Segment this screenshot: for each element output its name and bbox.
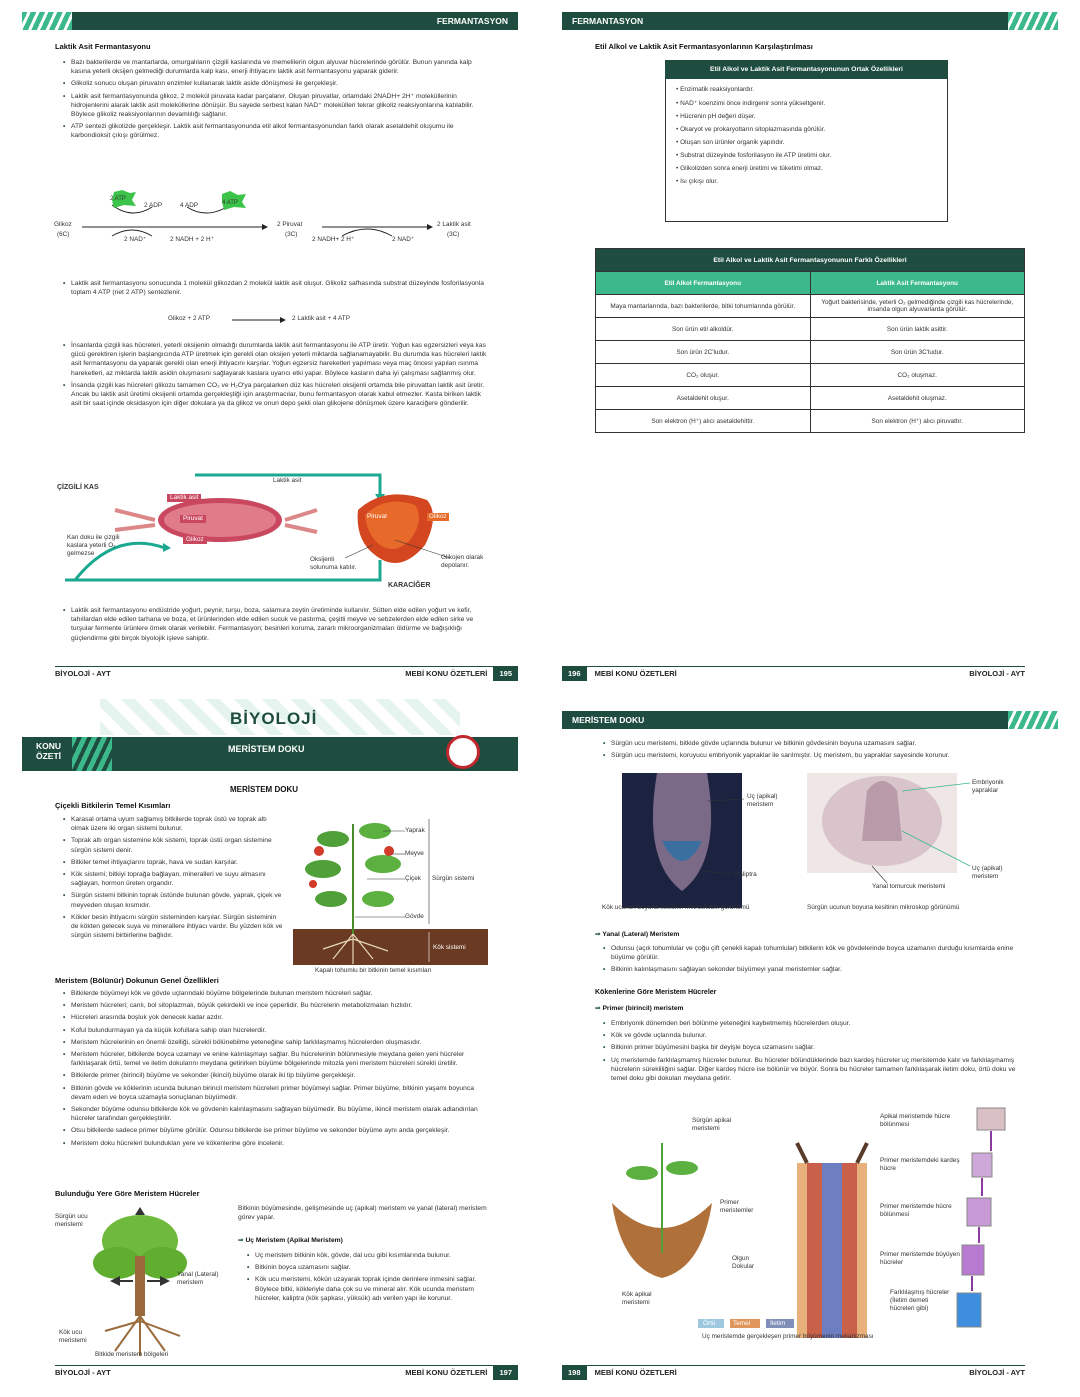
label-surgun: Sürgün sistemi bbox=[432, 875, 475, 882]
label-stage-3: Primer meristemde hücre bölünmesi bbox=[880, 1203, 952, 1218]
bullet-list-2 bbox=[602, 944, 1028, 978]
page-header: FERMANTASYON bbox=[72, 12, 518, 30]
bullet: • Odunsu (açık tohumlular ve çoğu çift çenekli kapalı tohumlular) bitkilerin kök ve gövdelerinde boyca uzamanın durduğu kısımlarda enine büyüme görülür. bbox=[602, 944, 1028, 962]
primary-growth-figure bbox=[602, 1103, 1032, 1343]
label-kaliptra: Kaliptra bbox=[735, 871, 757, 878]
bullet: • İnsanlarda çizgili kas hücreleri, yeterli oksijenin olmadığı durumlarda laktik asit fermantasyonu ile ATP üretir. Yoğun kas egzersizleri veya kas gücü gerektiren işlerin başlangıcında ATP üretmek için gerekli olan oksijen yeterli miktarda sağlanamayabilir. Bu durumda kas hücreleri laktik asit fermantasyonu da yaparak gerekli olan enerji ihtiyacını karşılar. Yoğun egzersiz hareketleri yapılması veya maç öncesi yapılan ısınma hareketleri, az miktarda laktik asidin oluşmasını sağlayarak kaslara uyarıcı etki yapar. Böylece kasların daha iyi çalışması sağlanmış olur. bbox=[62, 341, 488, 378]
bullet: • Bitkinin primer büyümesini başka bir deyişle boyca uzamasını sağlar. bbox=[602, 1043, 1028, 1052]
label-cicek: Çiçek bbox=[405, 875, 421, 882]
bullet: • Meristem hücreleri; canlı, bol sitoplazmalı, büyük çekirdekli ve ince çeperlidir. Bu hücrelerin metabolizmaları hızlıdır. bbox=[62, 1001, 488, 1010]
section-title: Meristem (Bölünür) Dokunun Genel Özellikleri bbox=[55, 976, 219, 985]
page-198 bbox=[540, 699, 1080, 1397]
legend-temel: Temel bbox=[733, 1320, 751, 1327]
bullet: • Bazı bakterilerde ve mantarlarda, omurgalıların çizgili kaslarında ve memelilerin olgun alyuvar hücrelerinde görülür. Bunun yanında kalp kasına yeterli oksijen gelmediği durumlarda kalp kası, enerji ihtiyacını laktik asit fermantasyonu yaparak giderir. bbox=[62, 58, 488, 76]
bullet: • Bitkinin kalınlaşmasını sağlayan sekonder büyümeyi yanal meristemler sağlar. bbox=[602, 965, 1028, 974]
micrograph-images bbox=[602, 771, 1032, 921]
label-embriyonik: Embriyonik yapraklar bbox=[972, 779, 1004, 794]
legend-iletim: İletim bbox=[770, 1320, 786, 1327]
label-uc-meristem-2: Uç (apikal) meristem bbox=[972, 865, 1003, 880]
common-features-title: Etil Alkol ve Laktik Asit Fermantasyonunun Ortak Özellikleri bbox=[665, 60, 948, 79]
page-header: MERİSTEM DOKU bbox=[562, 711, 1008, 729]
equation-right: 2 Laktik asit + 4 ATP bbox=[292, 315, 350, 322]
growth-illustration bbox=[602, 1103, 1032, 1343]
label-surgun-ucu: Sürgün ucu meristemi bbox=[55, 1213, 88, 1228]
header-stripe bbox=[1008, 711, 1058, 729]
page-footer bbox=[562, 666, 1025, 680]
footer-series: MEBİ KONU ÖZETLERİ bbox=[405, 1368, 488, 1377]
glikoz-label: Glikoz bbox=[54, 221, 72, 228]
page-number: 195 bbox=[493, 667, 518, 681]
label-stage-5: Farklılaşmış hücreler (İletim demeti hücreleri gibi) bbox=[890, 1289, 950, 1312]
table-row bbox=[596, 410, 1025, 433]
bullet: • Sekonder büyüme odunsu bitkilerde kök ve gövdenin kalınlaşmasını sağlayan büyümedir. Bu büyüme, ikincil meristem olarak adlandırılan hücreler tarafından gerçekleştirilir. bbox=[62, 1105, 488, 1123]
bullet: • Uç meristemde farklılaşmamış hücreler bulunur. Bu hücreler bölündüklerinde bazı kardeş hücreler uç meristemde kalır ve farklılaşmamış hücrelerin sürekliliğini sağlar. Diğer kardeş hücre ise bölünür ve büyür. Sonra bu hücreler tamamen farklılaşarak iletim doku, örtü doku ve temel doku gibi dokuları meydana getirir. bbox=[602, 1056, 1028, 1084]
bullet: • Kök sistemi; bitkiyi toprağa bağlayan, mineralleri ve suyu almasını sağlayan, hormon üreten organdır. bbox=[62, 870, 284, 888]
page-header: FERMANTASYON bbox=[562, 12, 1008, 30]
bullet: • İnsanda çizgili kas hücreleri glikozu tamamen CO₂ ve H₂O'ya parçalarken düz kas hücreleri oksijenli ortamda bile piruvattan laktik asit üretir. Ancak bu laktik asit üretimi oksijenli ortamda gerçekleştiği için araştırmacılar, bunu fermantasyon olarak kabul etmezler. Kasta biriken laktik asit bir saat içinde oksidasyon için diğer dokulara ya da glikoz ve onun depo şekli olan glikojene dönüşmek üzere karaciğere gönderilir. bbox=[62, 381, 488, 409]
common-features-box bbox=[665, 60, 948, 222]
konu-label: KONU ÖZETİ bbox=[36, 741, 62, 761]
footer-series: MEBİ KONU ÖZETLERİ bbox=[594, 669, 677, 678]
page-footer bbox=[55, 1365, 518, 1379]
header-stripe bbox=[1008, 12, 1058, 30]
page-197 bbox=[0, 699, 540, 1397]
col-header: Laktik Asit Fermantasyonu bbox=[810, 272, 1025, 295]
equation-arrow bbox=[232, 316, 287, 324]
section-title: Çiçekli Bitkilerin Temel Kısımları bbox=[55, 801, 171, 810]
bullet-list bbox=[62, 815, 284, 943]
subsection-title: ⇒ Yanal (Lateral) Meristem bbox=[595, 931, 680, 938]
bullet: • Hücreleri arasında boşluk yok denecek kadar azdır. bbox=[62, 1013, 488, 1022]
table-row bbox=[596, 387, 1025, 410]
cori-cycle-figure bbox=[55, 470, 495, 595]
piruvat-label: 2 Piruvat bbox=[277, 221, 303, 228]
list-item: • Okaryot ve prokaryotların sitoplazmasında görülür. bbox=[676, 126, 826, 133]
label-uc-meristem-1: Uç (apikal) meristem bbox=[747, 793, 778, 808]
plant-caption: Kapalı tohumlu bir bitkinin temel kısımları bbox=[315, 967, 432, 974]
muscle-piruvat: Piruvat bbox=[180, 515, 206, 523]
bullet: • Laktik asit fermantasyonu sonucunda 1 molekül glikozdan 2 molekül laktik asit oluşur. Glikoliz safhasında substrat düzeyinde fosforilasyonla toplam 4 ATP (net 2 ATP) sentezlenir. bbox=[62, 279, 488, 297]
table-cell: Son ürün 3C'ludur. bbox=[810, 341, 1025, 364]
bullet: • Toprak altı organ sistemine kök sistemi, toprak üstü organ sistemine sürgün sistemi denir. bbox=[62, 836, 284, 854]
atp-4-label: 4 ATP bbox=[222, 200, 238, 206]
label-yanal-tomurcuk: Yanal tomurcuk meristemi bbox=[872, 883, 946, 890]
section-title: Laktik Asit Fermantasyonu bbox=[55, 42, 151, 51]
bullet: • Meristem hücreler, bitkilerde boyca uzamayı ve enine kalınlaşmayı sağlar. Bu hücrelerinin bölünmesiyle meydana gelen yeni hücreler farklılaşarak örtü, temel ve iletim dokularını meydana getirirken büyüme bölgelerinde mitozla yeni meristem hücreleri sürekli üretilir. bbox=[62, 1050, 488, 1068]
bullet: • Koful bulundurmayan ya da küçük kofullara sahip olan hücrelerdir. bbox=[62, 1026, 488, 1035]
table-row bbox=[596, 318, 1025, 341]
bullet-list-3 bbox=[62, 341, 488, 411]
bullet-list-2 bbox=[62, 989, 488, 1151]
subsection-title: ⇒ Primer (birincil) meristem bbox=[595, 1005, 684, 1012]
label-meyve: Meyve bbox=[405, 850, 424, 857]
footer-series: MEBİ KONU ÖZETLERİ bbox=[594, 1368, 677, 1377]
label-kok: Kök sistemi bbox=[433, 944, 466, 951]
page-number: 198 bbox=[562, 1366, 587, 1380]
differences-table bbox=[595, 248, 1025, 433]
label-kok-ucu: Kök ucu meristemi bbox=[59, 1329, 87, 1344]
bullet: • Bitkinin gövde ve köklerinin ucunda bulunan birincil meristem hücreleri primer büyümeyi sağlar. Primer büyüme, bitkinin yaşamı boyunca devam eden ve boyca uzamayla sonuçlanan büyümedir. bbox=[62, 1084, 488, 1102]
table-cell: Son ürün 2C'ludur. bbox=[596, 341, 811, 364]
lactic-reaction-diagram bbox=[52, 190, 492, 250]
list-item: • Hücrenin pH değeri düşer. bbox=[676, 113, 756, 120]
page-196 bbox=[540, 0, 1080, 698]
nad-label: 2 NAD⁺ bbox=[124, 236, 147, 243]
caption-shoot: Sürgün ucunun boyuna kesitinin mikroskop görünümü bbox=[807, 904, 960, 911]
table-cell: Son ürün laktik asittir. bbox=[810, 318, 1025, 341]
micrograph-figure bbox=[602, 771, 1032, 921]
bullet: • Sürgün ucu meristemi, koruyucu embriyonik yapraklar ile sarılmıştır. Uç meristem, bu yapraklar sayesinde korunur. bbox=[602, 751, 1028, 760]
table-cell: CO₂ oluşur. bbox=[596, 364, 811, 387]
laktik-carbon: (3C) bbox=[447, 231, 460, 238]
muscle-glikoz: Glikoz bbox=[183, 536, 207, 544]
table-row bbox=[596, 295, 1025, 318]
bullet: • Laktik asit fermantasyonunda glikoz, 2 molekül piruvata kadar parçalanır. Oluşan piruvatlar, ortamdaki 2NADH+ 2H⁺ moleküllerinin hidrojenlerini alarak laktik asit moleküllerine dönüşür. Bu sayede serbest kalan NAD⁺ molekülleri tekrar glikoliz reaksiyonlarına katılabilir. Böylece glikoliz reaksiyonlarının devamlılığı sağlanır. bbox=[62, 92, 488, 120]
bullet: • Glikoliz sonucu oluşan piruvatın enzimler kullanarak laktik aside dönüşmesi ile gerçekleşir. bbox=[62, 79, 488, 88]
table-cell: Maya mantarlarında, bazı bakterilerde, bitki tohumlarında görülür. bbox=[596, 295, 811, 318]
table-cell: Son elektron (H⁺) alıcı piruvattır. bbox=[810, 410, 1025, 433]
label-stage-1: Apikal meristemde hücre bölünmesi bbox=[880, 1113, 951, 1128]
main-title: MERİSTEM DOKU bbox=[230, 785, 298, 794]
table-cell: CO₂ oluşmaz. bbox=[810, 364, 1025, 387]
plant-figure bbox=[293, 809, 488, 977]
adp-4-label: 4 ADP bbox=[180, 202, 199, 209]
intro-paragraph: Bitkinin büyümesinde, gelişmesinde uç (apikal) meristem ve yanal (lateral) meristem görev yapar. bbox=[238, 1205, 487, 1222]
bullet-list-3 bbox=[602, 1019, 1028, 1086]
bullet-list-4 bbox=[62, 606, 488, 646]
bullet: • Kök ucu meristemi, kökün uzayarak toprak içinde derinlere inmesini sağlar. Böylece bitki, kökleriyle daha çok su ve mineral alır. Kök ucunda meristem hücreler, kaliptra (kök şapkası, yüksük) adı verilen yapı ile korunur. bbox=[246, 1275, 488, 1303]
label-yaprak: Yaprak bbox=[405, 827, 425, 834]
glikoz-carbon: (6C) bbox=[57, 231, 70, 238]
nadh-label-2: 2 NADH+ 2 H⁺ bbox=[312, 236, 355, 243]
section-title: Bulunduğu Yere Göre Meristem Hücreler bbox=[55, 1189, 200, 1198]
footer-subject: BİYOLOJİ - AYT bbox=[55, 1368, 111, 1377]
oksijenli-label: Oksijenli solunuma katılır. bbox=[310, 556, 357, 571]
list-item: • Isı çıkışı olur. bbox=[676, 178, 719, 185]
label-primer: Primer meristemler bbox=[720, 1199, 754, 1214]
bullet-list-2 bbox=[62, 279, 488, 300]
footer-subject: BİYOLOJİ - AYT bbox=[969, 669, 1025, 678]
table-cell: Asetaldehit oluşur. bbox=[596, 387, 811, 410]
label-kok-apikal: Kök apikal meristemi bbox=[622, 1291, 652, 1306]
subsection-title: ⇒ Uç Meristem (Apikal Meristem) bbox=[238, 1237, 343, 1244]
muscle-laktik: Laktik asit bbox=[167, 494, 201, 502]
bullet-list bbox=[62, 58, 488, 144]
bullet: • Meristem doku hücreleri bulundukları yere ve kökenlerine göre incelenir. bbox=[62, 1139, 488, 1148]
piruvat-carbon: (3C) bbox=[285, 231, 298, 238]
section-title: Kökenlerine Göre Meristem Hücreler bbox=[595, 989, 717, 996]
tree-figure bbox=[55, 1201, 235, 1361]
footer-subject: BİYOLOJİ - AYT bbox=[969, 1368, 1025, 1377]
adp-2-label: 2 ADP bbox=[144, 202, 163, 209]
label-stage-4: Primer meristemde büyüyen hücreler bbox=[880, 1251, 960, 1266]
kan-doku-label: Kan doku ile çizgili kaslara yeterli O₂ gelmezse bbox=[67, 534, 120, 557]
page-number: 196 bbox=[562, 667, 587, 681]
table-cell: Asetaldehit oluşmaz. bbox=[810, 387, 1025, 410]
bullet: • Bitkilerde büyümeyi kök ve gövde uçlarındaki büyüme bölgelerinde bulunan meristem hücreleri sağlar. bbox=[62, 989, 488, 998]
tree-caption: Bitkide meristem bölgeleri bbox=[95, 1351, 169, 1358]
table-row bbox=[596, 341, 1025, 364]
bullet: • Meristem hücrelerinin en önemli özelliği, sürekli bölünebilme yeteneğine sahip farklılaşmamış hücrelerden oluşmasıdır. bbox=[62, 1038, 488, 1047]
bullet: • Karasal ortama uyum sağlamış bitkilerde toprak üstü ve toprak altı olmak üzere iki organ sistemi bulunur. bbox=[62, 815, 284, 833]
bullet: • Bitkinin boyca uzamasını sağlar. bbox=[246, 1263, 488, 1272]
label-surgun-apikal: Sürgün apikal meristemi bbox=[692, 1117, 732, 1132]
bullet: • Embriyonik dönemden beri bölünme yeteneğini kaybetmemiş hücrelerden oluşur. bbox=[602, 1019, 1028, 1028]
label-govde: Gövde bbox=[405, 913, 424, 920]
banner-stripe bbox=[72, 737, 112, 771]
differences-title: Etil Alkol ve Laktik Asit Fermantasyonunun Farklı Özellikleri bbox=[596, 249, 1025, 272]
list-item: • Glikolizden sonra enerji üretimi ve tüketimi olmaz. bbox=[676, 165, 823, 172]
bullet-list bbox=[602, 739, 1028, 763]
page-number: 197 bbox=[493, 1366, 518, 1380]
table-cell: Son ürün etil alkoldür. bbox=[596, 318, 811, 341]
bullet-list-3 bbox=[246, 1251, 488, 1306]
liver-glikoz: Glikoz bbox=[429, 513, 447, 520]
karaciger-label: KARACİĞER bbox=[388, 582, 431, 589]
legend-ortu: Örtü bbox=[703, 1320, 716, 1327]
laktik-label: 2 Laktik asit bbox=[437, 221, 471, 228]
bullet: • Kök ve gövde uçlarında bulunur. bbox=[602, 1031, 1028, 1040]
bullet: • ATP sentezi glikolizde gerçekleşir. Laktik asit fermantasyonunda etil alkol fermantasyonundan farklı olarak asetaldehit oluşumu ile karbondioksit çıkışı görülmez. bbox=[62, 122, 488, 140]
glikojen-label: Glikojen olarak depolanır. bbox=[441, 554, 484, 569]
bullet: • Sürgün ucu meristemi, bitkide gövde uçlarında bulunur ve bitkinin gövdesinin boyuna uzamasını sağlar. bbox=[602, 739, 1028, 748]
footer-subject: BİYOLOJİ - AYT bbox=[55, 669, 111, 678]
page-footer bbox=[562, 1365, 1025, 1379]
bullet: • Bitkiler temel ihtiyaçlarını toprak, hava ve sudan karşılar. bbox=[62, 858, 284, 867]
page-footer bbox=[55, 666, 518, 680]
list-item: • Substrat düzeyinde fosforilasyon ile ATP üretimi olur. bbox=[676, 152, 832, 159]
footer-series: MEBİ KONU ÖZETLERİ bbox=[405, 669, 488, 678]
bullet: • Laktik asit fermantasyonu endüstride yoğurt, peynir, turşu, boza, salamura zeytin üretiminde kullanılır. Sütten elde edilen yoğurt ve kefir, tahıllardan elde edilen tarhana ve boza, et ürünlerinden elde edilen sucuk ve pastırma, çeşitli meyve ve sebzelerden elde edilen sirke ve turşular fermente ürünlere örnek olarak verilebilir. Fermantasyon; besinleri koruma, zararlı mikroorganizmaları öldürme ve bağışıklığı güçlendirme gibi birçok biyolojik işleve sahiptir. bbox=[62, 606, 488, 643]
bullet: • Kökler besin ihtiyacını sürgün sisteminden karşılar. Sürgün sisteminin de kökten gelecek suya ve minerallere ihtiyacı vardır. Bu yüzden kök ve sürgün sistemi birbirlerine bağlıdır. bbox=[62, 913, 284, 941]
section-title: Etil Alkol ve Laktik Asit Fermantasyonlarının Karşılaştırılması bbox=[595, 42, 813, 51]
header-stripe bbox=[22, 12, 72, 30]
caption-root: Kök ucunun boyuna kesitinin mikroskobik görünümü bbox=[602, 904, 750, 911]
label-olgun: Olgun Dokular bbox=[732, 1255, 755, 1270]
equation-left: Glikoz + 2 ATP bbox=[168, 315, 210, 322]
table-cell: Son elektron (H⁺) alıcı asetaldehittir. bbox=[596, 410, 811, 433]
label-yanal: Yanal (Lateral) meristem bbox=[177, 1271, 219, 1286]
list-item: • NAD⁺ koenzimi önce indirgenir sonra yükseltgenir. bbox=[676, 100, 826, 107]
meb-logo bbox=[446, 735, 480, 769]
nad-label-2: 2 NAD⁺ bbox=[392, 236, 415, 243]
list-item: • Oluşan son ürünler organik yapılıdır. bbox=[676, 139, 785, 146]
growth-caption: Uç meristemde gerçekleşen primer büyümenin mekanizması bbox=[702, 1333, 874, 1340]
bullet: • Bitkilerde primer (birincil) büyüme ve sekonder (ikincil) büyüme olarak iki tip büyüme gerçekleşir. bbox=[62, 1071, 488, 1080]
list-item: • Enzimatik reaksiyonlardır. bbox=[676, 86, 755, 93]
banner-subtitle: MERİSTEM DOKU bbox=[228, 744, 305, 754]
cell-stages bbox=[957, 1108, 1005, 1327]
liver-piruvat: Piruvat bbox=[367, 513, 387, 520]
bullet: • Otsu bitkilerde sadece primer büyüme görülür. Odunsu bitkilerde ise primer büyüme ve sekonder büyüme aynı anda gerçekleşir. bbox=[62, 1126, 488, 1135]
cizgili-kas-label: ÇİZGİLİ KAS bbox=[57, 484, 99, 491]
page-195 bbox=[0, 0, 540, 698]
banner-title: BİYOLOJİ bbox=[230, 709, 318, 728]
label-stage-2: Primer meristemdeki kardeş hücre bbox=[880, 1157, 960, 1172]
bullet: • Uç meristem bitkinin kök, gövde, dal ucu gibi kısımlarında bulunur. bbox=[246, 1251, 488, 1260]
bullet: • Sürgün sistemi bitkinin toprak üstünde bulunan gövde, yaprak, çiçek ve meyveden oluşan kısmıdır. bbox=[62, 891, 284, 909]
atp-2-label: 2 ATP bbox=[110, 196, 126, 202]
col-header: Etil Alkol Fermantasyonu bbox=[596, 272, 811, 295]
table-row bbox=[596, 364, 1025, 387]
cori-illustration bbox=[55, 470, 495, 595]
table-cell: Yoğurt bakterisinde, yeterli O₂ gelmediğinde çizgili kas hücrelerinde, insanda olgun alyuvarlarda görülür. bbox=[810, 295, 1025, 318]
laktik-asit-top: Laktik asit bbox=[273, 477, 302, 484]
nadh-label: 2 NADH + 2 H⁺ bbox=[170, 236, 215, 243]
